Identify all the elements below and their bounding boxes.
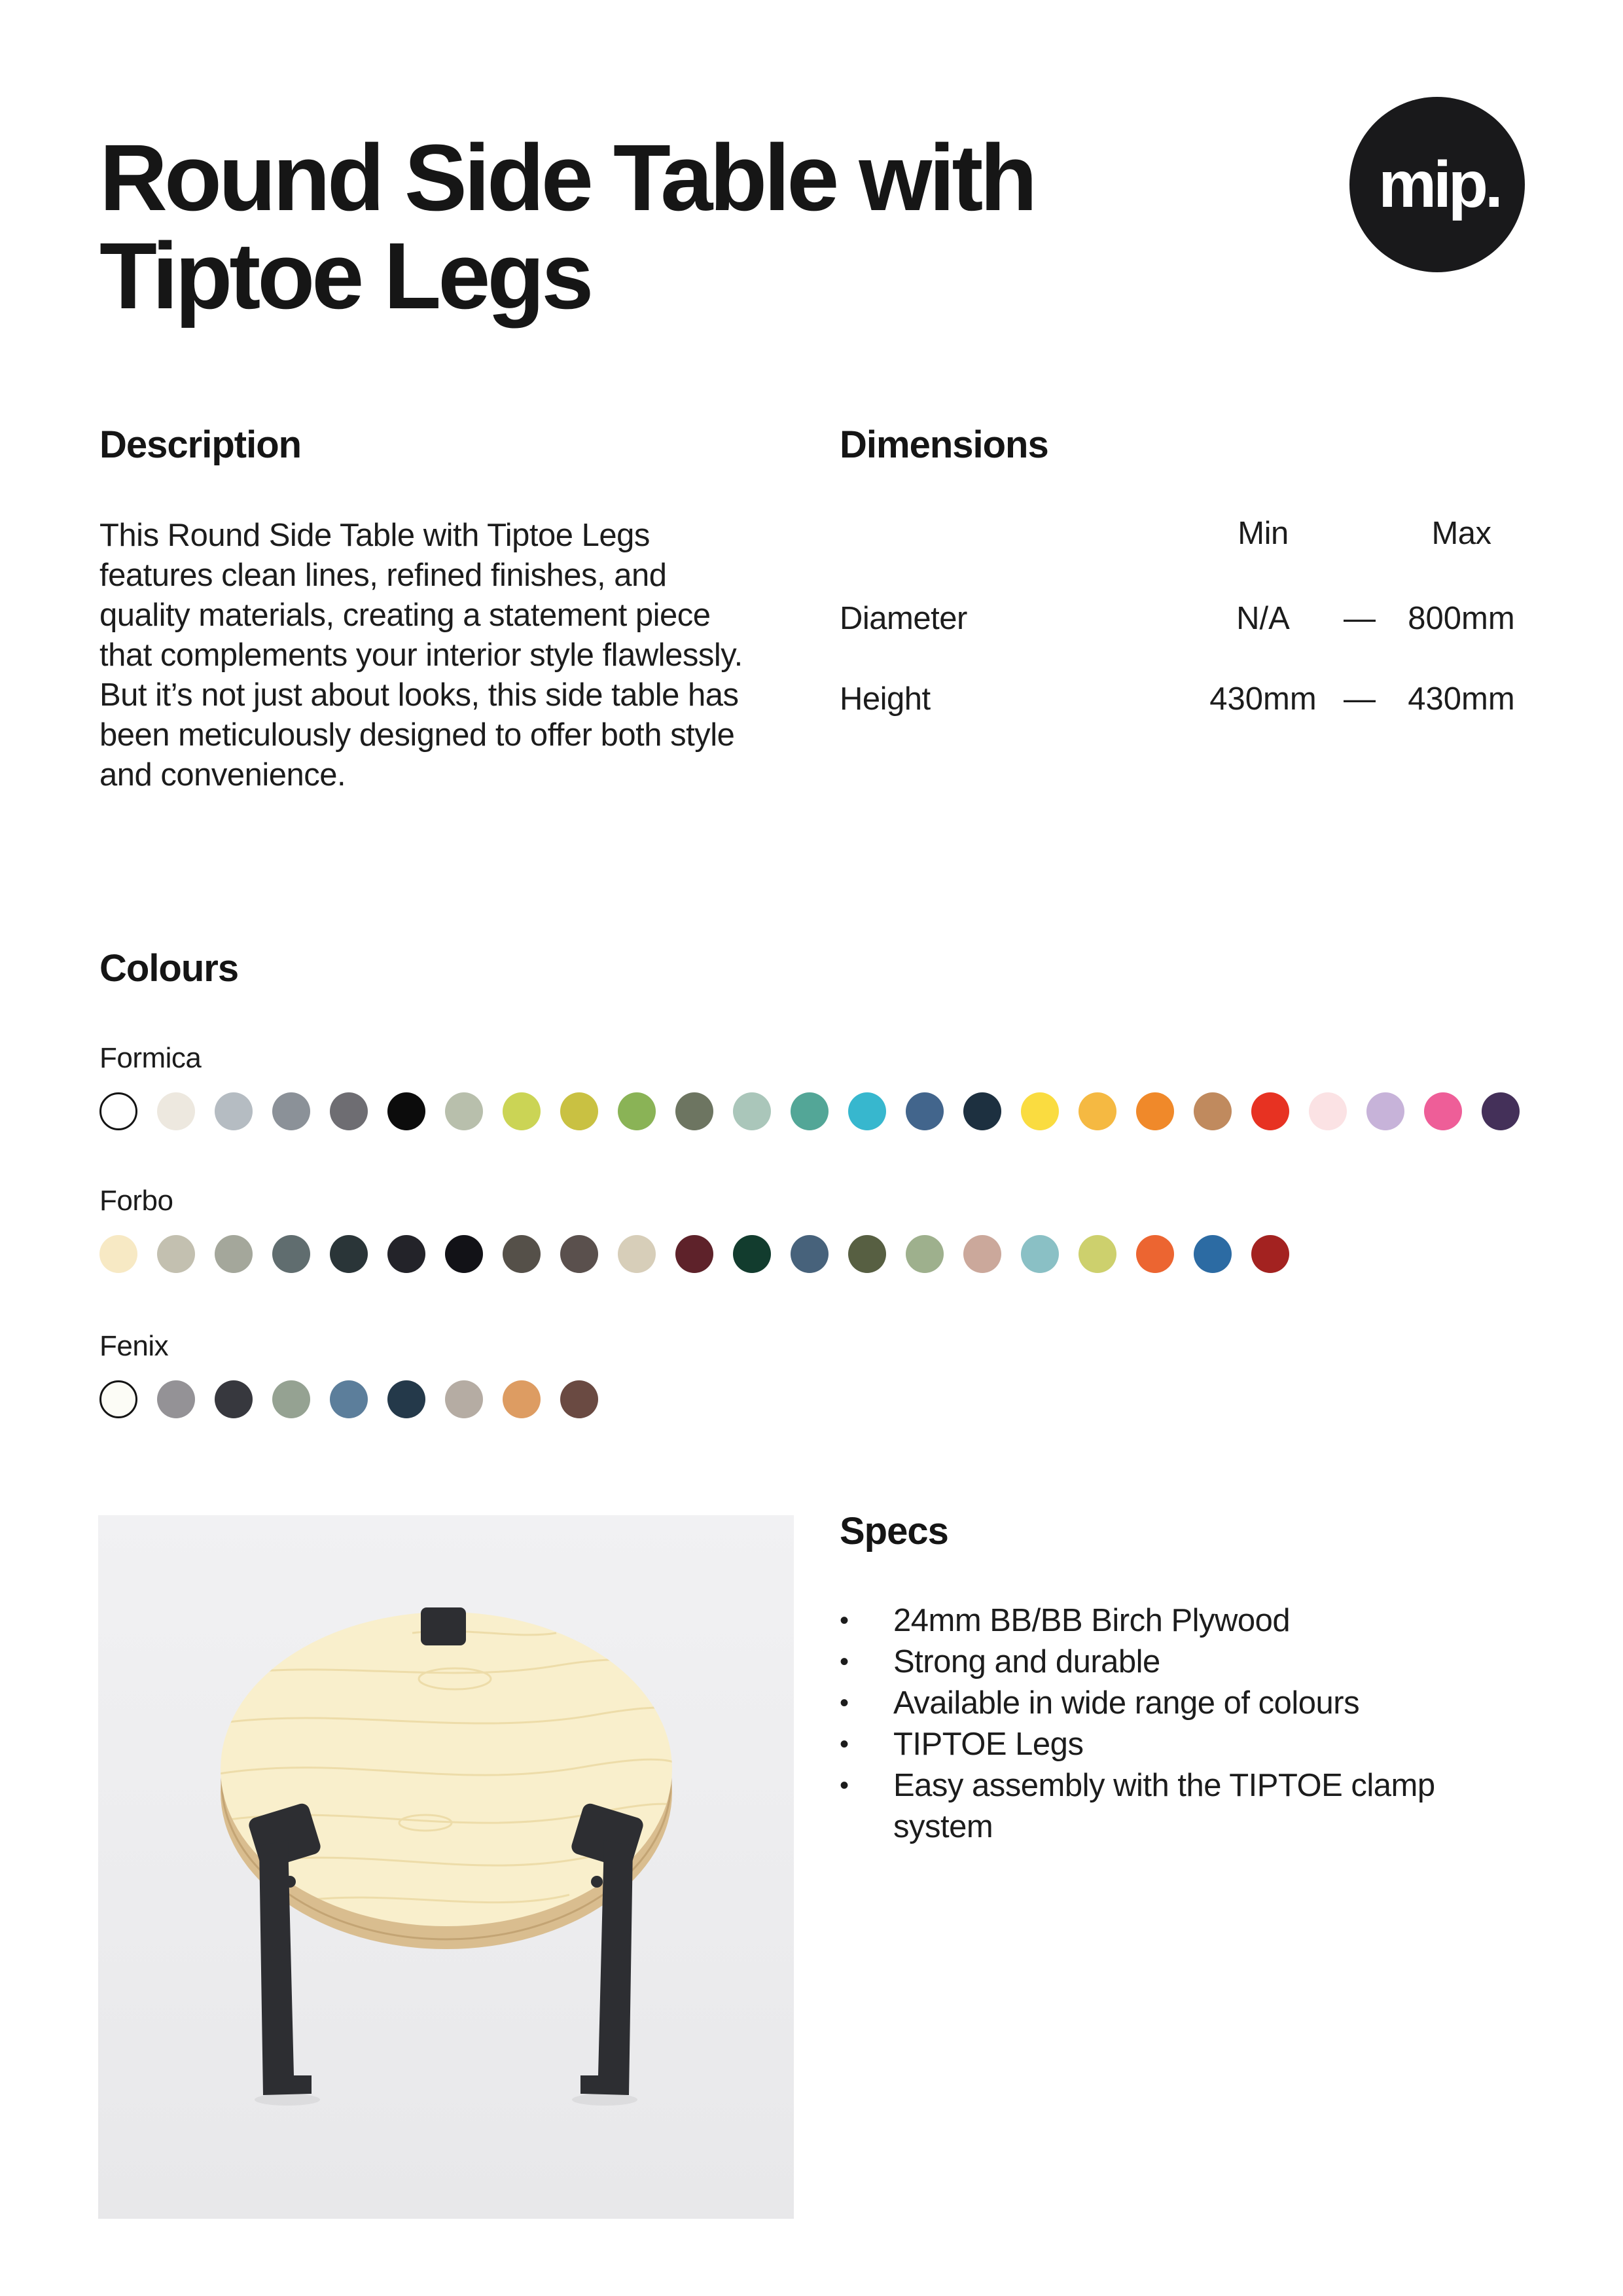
colour-group-label: Fenix: [99, 1330, 169, 1362]
colour-swatch: [675, 1092, 713, 1130]
colour-group-fenix: [99, 1329, 618, 1418]
mip-logo: [1349, 97, 1525, 272]
colour-swatch: [330, 1235, 368, 1273]
colour-swatch: [618, 1092, 656, 1130]
bullet-icon: •: [840, 1606, 849, 1635]
description-line: This Round Side Table with Tiptoe Legs: [99, 518, 650, 553]
colour-swatch: [1079, 1092, 1116, 1130]
colour-group-label: Forbo: [99, 1185, 173, 1217]
page-title-line2: Tiptoe Legs: [99, 223, 591, 329]
spec-item: [840, 1765, 1515, 1848]
dimension-max-value: 800mm: [1408, 601, 1515, 636]
description-line: quality materials, creating a statement piece: [99, 598, 711, 633]
spec-item: [840, 1683, 1515, 1724]
bullet-icon: •: [840, 1647, 849, 1676]
bullet-icon: •: [840, 1730, 849, 1759]
colour-swatch: [848, 1092, 886, 1130]
colours-heading: Colours: [99, 947, 239, 990]
colour-swatch: [1021, 1235, 1059, 1273]
description-line: But it’s not just about looks, this side table has: [99, 677, 739, 713]
colour-swatch: [330, 1380, 368, 1418]
colour-swatch: [618, 1235, 656, 1273]
description-line: and convenience.: [99, 757, 346, 793]
dimensions-column-max: Max: [1431, 516, 1491, 551]
page-title: [99, 125, 1035, 329]
colour-swatch: [963, 1235, 1001, 1273]
dimension-row-diameter: [0, 599, 1623, 638]
colour-swatch: [1251, 1235, 1289, 1273]
colour-swatch: [445, 1092, 483, 1130]
top-clamp: [421, 1607, 466, 1645]
colour-swatch: [1482, 1092, 1520, 1130]
colour-swatch: [157, 1092, 195, 1130]
colour-swatch: [1309, 1092, 1347, 1130]
spec-item-text: TIPTOE Legs: [893, 1727, 1084, 1762]
description-line: features clean lines, refined finishes, and: [99, 558, 667, 593]
page-title-line1: Round Side Table with: [99, 125, 1035, 230]
colour-swatch: [445, 1235, 483, 1273]
description-line: that complements your interior style flawlessly.: [99, 637, 743, 673]
colour-swatch: [791, 1092, 829, 1130]
colour-swatch: [157, 1380, 195, 1418]
colour-swatch: [560, 1380, 598, 1418]
description-line: been meticulously designed to offer both style: [99, 717, 735, 753]
colour-swatch: [272, 1235, 310, 1273]
spec-item-text: Easy assembly with the TIPTOE clamp system: [893, 1768, 1435, 1844]
clamp-knob-right: [591, 1876, 603, 1888]
swatch-row: [99, 1092, 1539, 1130]
specs-list: [840, 1600, 1515, 1848]
colour-swatch: [1424, 1092, 1462, 1130]
colour-swatch: [503, 1235, 541, 1273]
spec-item-text: 24mm BB/BB Birch Plywood: [893, 1603, 1291, 1638]
swatch-row: [99, 1235, 1309, 1273]
dimension-max-value: 430mm: [1408, 681, 1515, 717]
spec-item: [840, 1724, 1515, 1765]
colour-swatch: [387, 1235, 425, 1273]
colour-swatch: [157, 1235, 195, 1273]
colour-swatch: [99, 1380, 137, 1418]
colour-swatch: [1194, 1235, 1232, 1273]
specs-heading: Specs: [840, 1510, 948, 1552]
spec-item-text: Available in wide range of colours: [893, 1685, 1360, 1721]
dimension-label: Diameter: [840, 601, 967, 636]
colour-swatch: [1136, 1235, 1174, 1273]
colour-swatch: [906, 1235, 944, 1273]
colour-group-label: Formica: [99, 1042, 202, 1074]
colour-swatch: [215, 1235, 253, 1273]
spec-item-text: Strong and durable: [893, 1644, 1160, 1679]
colour-swatch: [963, 1092, 1001, 1130]
colour-swatch: [272, 1092, 310, 1130]
product-illustration: [98, 1515, 794, 2219]
colour-swatch: [272, 1380, 310, 1418]
spec-item: [840, 1600, 1515, 1641]
colour-swatch: [387, 1380, 425, 1418]
colour-swatch: [445, 1380, 483, 1418]
bullet-icon: •: [840, 1689, 849, 1717]
description-text: [99, 516, 743, 795]
colour-swatch: [906, 1092, 944, 1130]
colour-swatch: [791, 1235, 829, 1273]
dimension-min-value: N/A: [1236, 601, 1290, 636]
foot-shadow-left: [255, 2094, 320, 2106]
description-heading: Description: [99, 423, 302, 466]
dimensions-heading: Dimensions: [840, 423, 1048, 466]
colour-swatch: [99, 1235, 137, 1273]
colour-swatch: [503, 1380, 541, 1418]
foot-shadow-right: [572, 2094, 637, 2106]
colour-swatch: [560, 1235, 598, 1273]
colour-swatch: [387, 1092, 425, 1130]
product-image: [98, 1515, 794, 2219]
colour-swatch: [733, 1235, 771, 1273]
colour-swatch: [1079, 1235, 1116, 1273]
dimension-row-height: [0, 679, 1623, 719]
colour-swatch: [215, 1380, 253, 1418]
colour-swatch: [1366, 1092, 1404, 1130]
colour-swatch: [733, 1092, 771, 1130]
colour-group-formica: [99, 1041, 1539, 1130]
colour-swatch: [848, 1235, 886, 1273]
colour-swatch: [1136, 1092, 1174, 1130]
colour-swatch: [1251, 1092, 1289, 1130]
colour-swatch: [99, 1092, 137, 1130]
colour-swatch: [675, 1235, 713, 1273]
colour-swatch: [1021, 1092, 1059, 1130]
colour-swatch: [503, 1092, 541, 1130]
bullet-icon: •: [840, 1771, 849, 1800]
swatch-row: [99, 1380, 618, 1418]
colour-group-forbo: [99, 1183, 1309, 1273]
dimension-separator: —: [1344, 601, 1376, 636]
colour-swatch: [215, 1092, 253, 1130]
dimension-min-value: 430mm: [1209, 681, 1317, 717]
dimension-separator: —: [1344, 681, 1376, 717]
spec-item: [840, 1641, 1515, 1683]
dimension-label: Height: [840, 681, 931, 717]
dimensions-column-min: Min: [1238, 516, 1289, 551]
colour-swatch: [330, 1092, 368, 1130]
colour-swatch: [1194, 1092, 1232, 1130]
colour-swatch: [560, 1092, 598, 1130]
mip-logo-text: mip.: [1378, 147, 1500, 221]
